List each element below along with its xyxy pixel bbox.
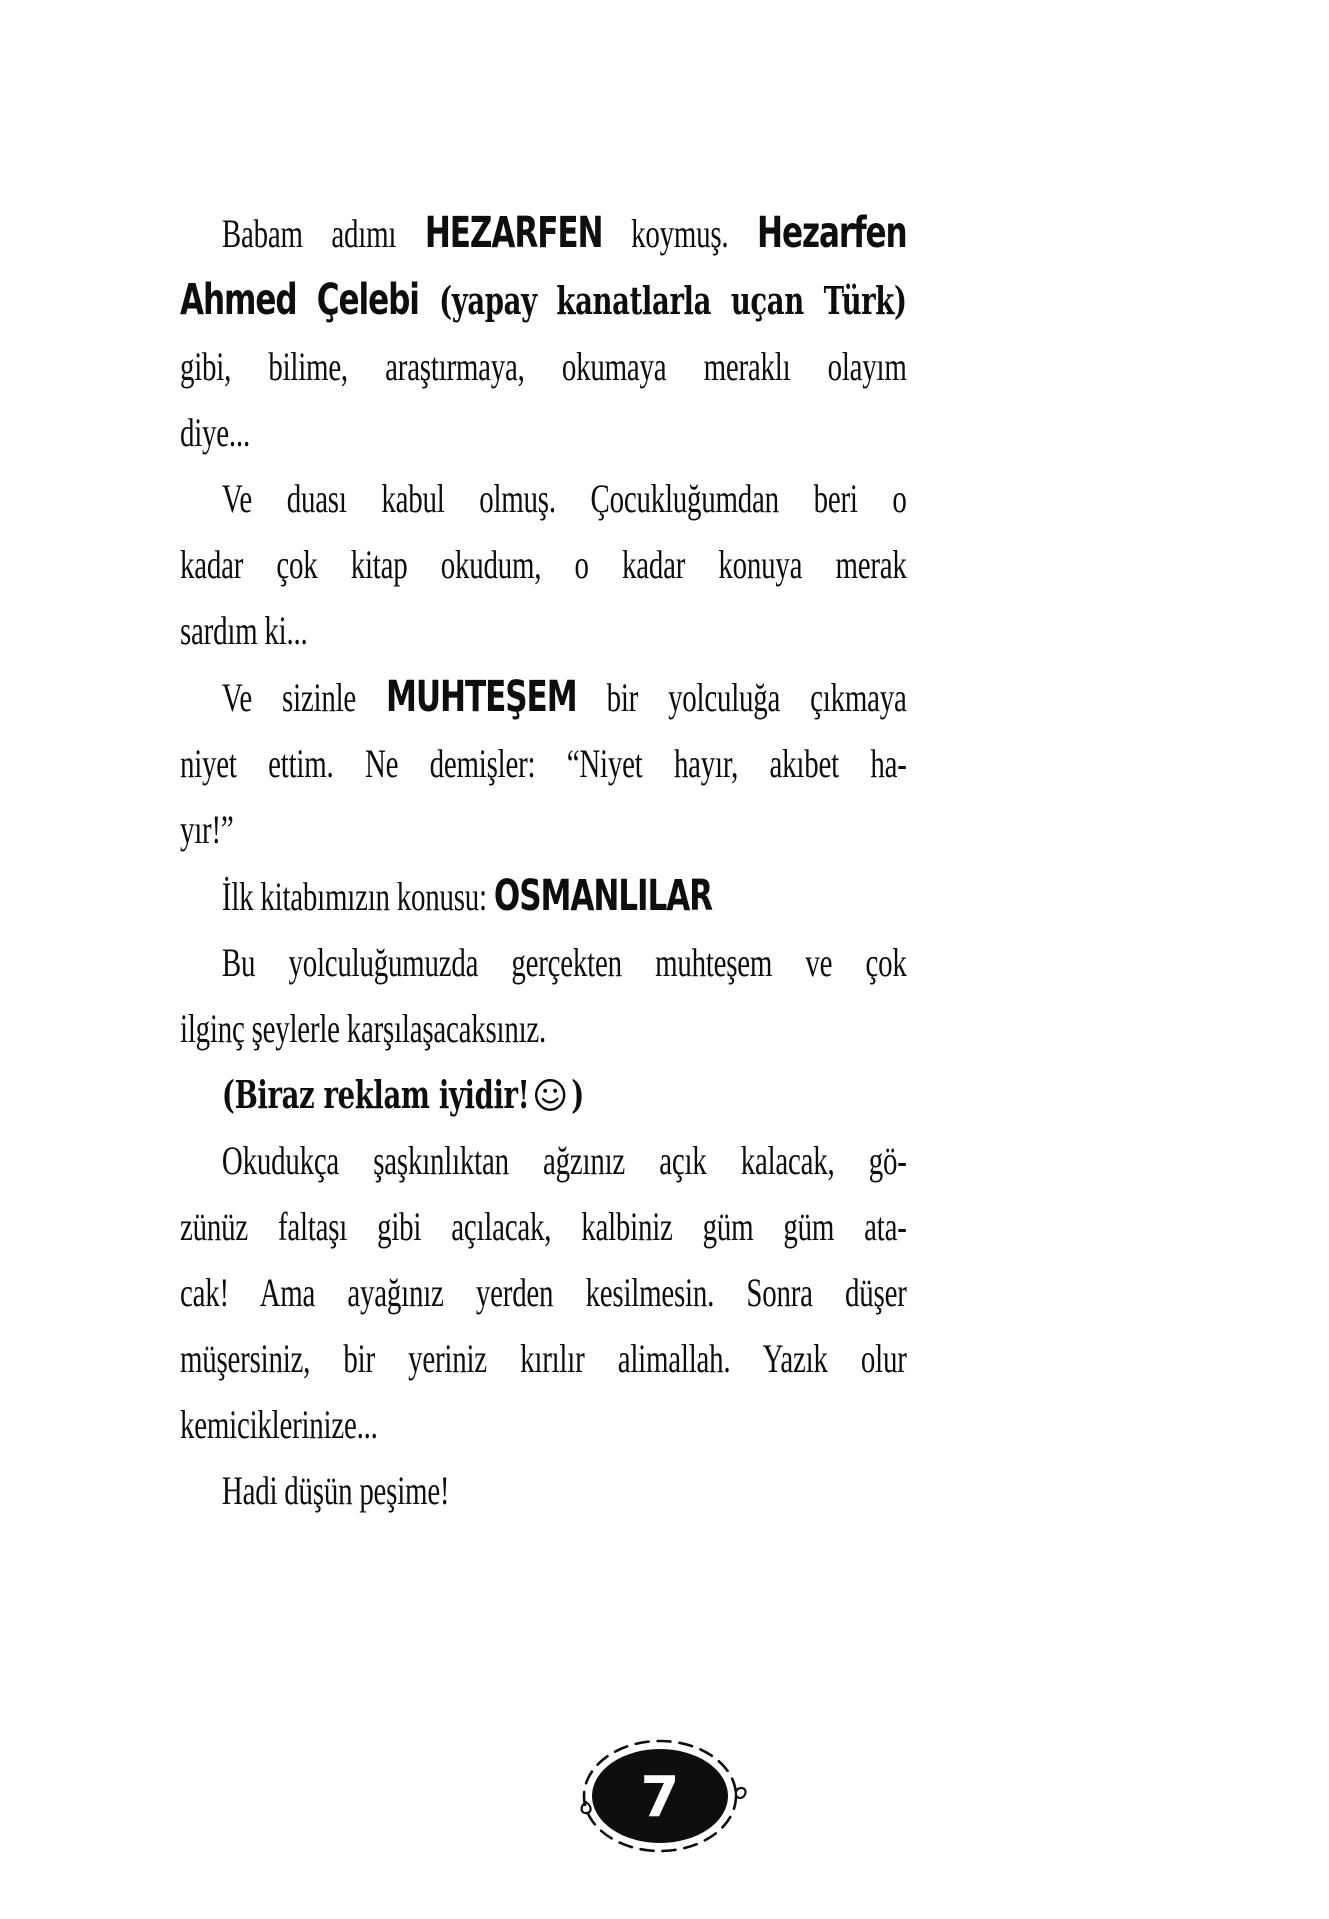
body-text: Hadi düşün peşime! — [221, 1468, 450, 1513]
body-text: sardım ki... — [180, 608, 308, 653]
smiley-icon — [532, 1076, 568, 1114]
body-text: kadar çok kitap okudum, o kadar konuya merak — [180, 542, 907, 587]
left-curl-icon — [582, 1802, 591, 1813]
body-text: müşersiniz, bir yeriniz kırılır alimallah. Yazık olur — [180, 1336, 907, 1381]
text-line — [180, 334, 907, 400]
body-text: İlk kitabımızın konusu: — [221, 874, 494, 919]
text-block — [180, 200, 907, 1524]
body-text: Babam adımı — [221, 211, 425, 256]
text-line — [180, 400, 907, 466]
text-line — [180, 863, 907, 930]
body-text: gibi, bilime, araştırmaya, okumaya meraklı olayım — [180, 344, 907, 389]
body-text: Bu yolculuğumuzda gerçekten muhteşem ve çok — [221, 940, 907, 985]
text-line — [180, 797, 907, 863]
body-text: yır!” — [180, 807, 234, 852]
body-text: kemiciklerinize... — [180, 1402, 378, 1447]
text-line — [180, 930, 907, 996]
text-line — [180, 664, 907, 731]
emphasis-round-text: MUHTEŞEM — [386, 672, 577, 722]
body-text: ilginç şeylerle karşılaşacaksınız. — [180, 1006, 547, 1051]
body-text: zünüz faltaşı gibi açılacak, kalbiniz güm güm ata- — [180, 1204, 907, 1249]
text-line — [180, 466, 907, 532]
text-line — [180, 1458, 907, 1524]
page-number: 7 — [640, 1765, 680, 1830]
text-line — [180, 200, 907, 267]
emphasis-round-text: OSMANLILAR — [493, 871, 713, 921]
body-text: Ve duası kabul olmuş. Çocukluğumdan beri o — [221, 476, 907, 521]
text-line — [180, 1194, 907, 1260]
body-text: Okudukça şaşkınlıktan ağzınız açık kalacak, gö- — [221, 1138, 907, 1183]
page-number-ornament — [578, 1728, 768, 1868]
body-text: koymuş. — [602, 211, 758, 256]
body-text: diye... — [180, 410, 250, 455]
text-line — [180, 532, 907, 598]
emphasis-round-text: HEZARFEN — [424, 208, 603, 258]
text-line — [180, 598, 907, 664]
body-text: Ve sizinle — [221, 675, 387, 720]
text-line — [180, 1326, 907, 1392]
text-line — [180, 1062, 907, 1128]
page-number-badge — [578, 1728, 768, 1868]
emphasis-round-text: Ahmed Çelebi — [180, 275, 440, 325]
emphasis-stamp-text: ) — [571, 1072, 584, 1117]
text-line — [180, 1392, 907, 1458]
emphasis-round-text: Hezarfen — [757, 208, 907, 258]
text-line — [180, 1128, 907, 1194]
text-line — [180, 996, 907, 1062]
text-line — [180, 1260, 907, 1326]
body-text: cak! Ama ayağınız yerden kesilmesin. Sonra düşer — [180, 1270, 907, 1315]
body-text: bir yolculuğa çıkmaya — [576, 675, 907, 720]
emphasis-stamp-text: (Biraz reklam iyidir! — [221, 1072, 530, 1117]
body-text: niyet ettim. Ne demişler: “Niyet hayır, akıbet ha- — [180, 741, 907, 786]
right-curl-icon — [736, 1788, 746, 1798]
text-line — [180, 267, 907, 334]
text-line — [180, 731, 907, 797]
emphasis-stamp-text: (yapay kanatlarla uçan Türk) — [439, 278, 907, 323]
